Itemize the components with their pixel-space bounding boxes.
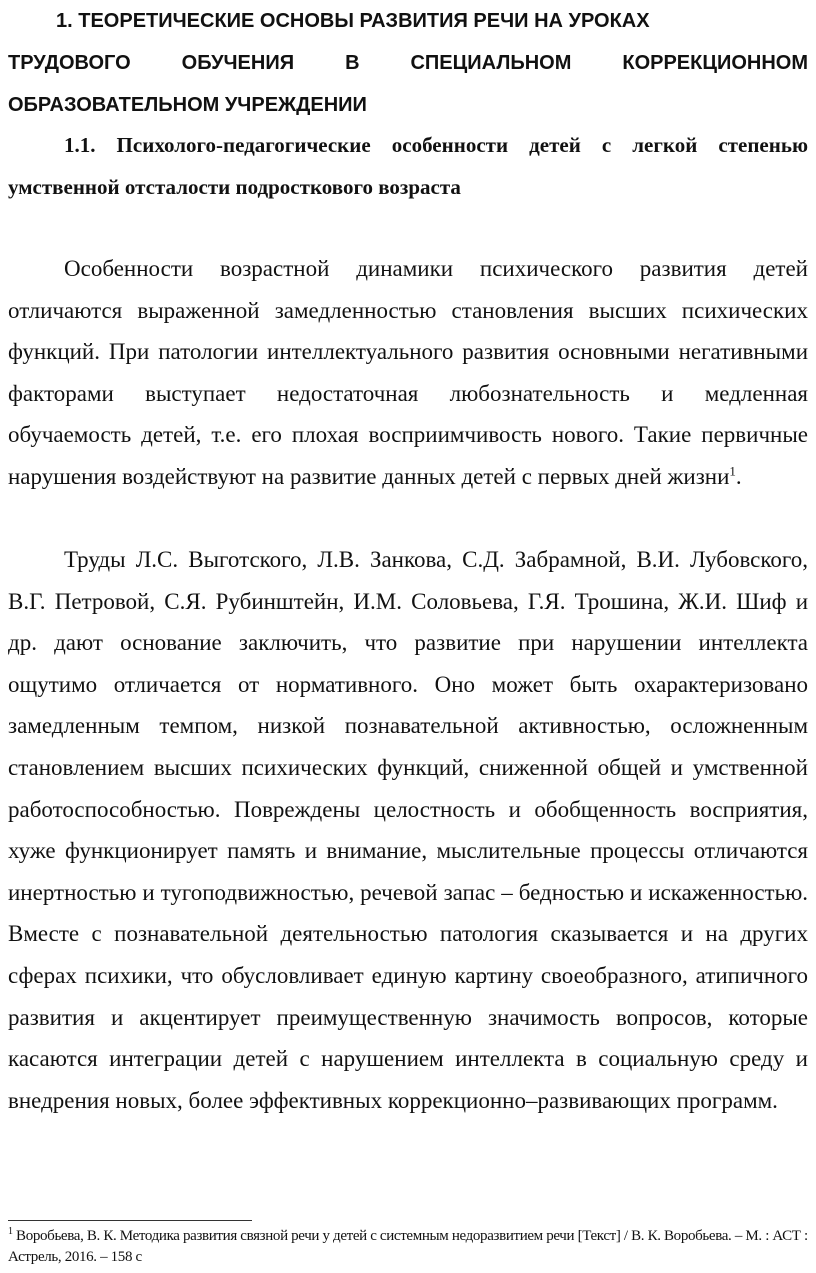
section-heading: 1.1. Психолого-педагогические особенности детей с легкой степенью умственной отсталости подросткового возраста [8, 133, 808, 199]
chapter-heading-rest: ТРУДОВОГО ОБУЧЕНИЯ В СПЕЦИАЛЬНОМ КОРРЕКЦИОННОМ ОБРАЗОВАТЕЛЬНОМ УЧРЕЖДЕНИИ [8, 52, 808, 116]
paragraph-1-text: Особенности возрастной динамики психического развития детей отличаются выраженной замедленностью становления высших психических функций. При патологии интеллектуального развития основными негативными факторами выступает недостаточная любознательность и медленная обучаемость детей, т.е. его плохая восприимчивость нового. Такие первичные нарушения воздействуют на развитие данных детей с первых дней жизни [8, 256, 808, 489]
footnote-separator [8, 1220, 252, 1221]
chapter-heading-line1: 1. ТЕОРЕТИЧЕСКИЕ ОСНОВЫ РАЗВИТИЯ РЕЧИ НА УРОКАХ [56, 10, 650, 32]
paragraph-1-end: . [735, 463, 742, 489]
footnote [8, 1226, 814, 1268]
chapter-heading [8, 0, 808, 126]
paragraph-1 [8, 248, 808, 498]
footnote-reference[interactable]: 1 [729, 463, 736, 479]
paragraph-2: Труды Л.С. Выготского, Л.В. Занкова, С.Д. Забрамной, В.И. Лубовского, В.Г. Петровой, С.Я. Рубинштейн, И.М. Соловьева, Г.Я. Трошина, Ж.И. Шиф и др. дают основание заключить, что развитие при нарушении интеллекта ощутимо отличается от нормативного. Оно может быть охарактеризовано замедленным темпом, низкой познавательной активностью, осложненным становлением высших психических функций, сниженной общей и умственной работоспособностью. Повреждены целостность и обобщенность восприятия, хуже функционирует память и внимание, мыслительные процессы отличаются инертностью и тугоподвижностью, речевой запас – бедностью и искаженностью. Вместе с познавательной деятельностью патология сказывается и на других сферах психики, что обусловливает единую картину своеобразного, атипичного развития и акцентирует преимущественную значимость вопросов, которые касаются интеграции детей с нарушением интеллекта в социальную среду и внедрения новых, более эффективных коррекционно–развивающих программ. [8, 547, 808, 1113]
footnote-text: Воробьева, В. К. Методика развития связной речи у детей с системным недоразвитием речи [Текст] / В. К. Воробьева. – М. : АСТ : Астрель, 2016. – 158 с [8, 1228, 808, 1265]
footnote-number: 1 [8, 1226, 13, 1237]
